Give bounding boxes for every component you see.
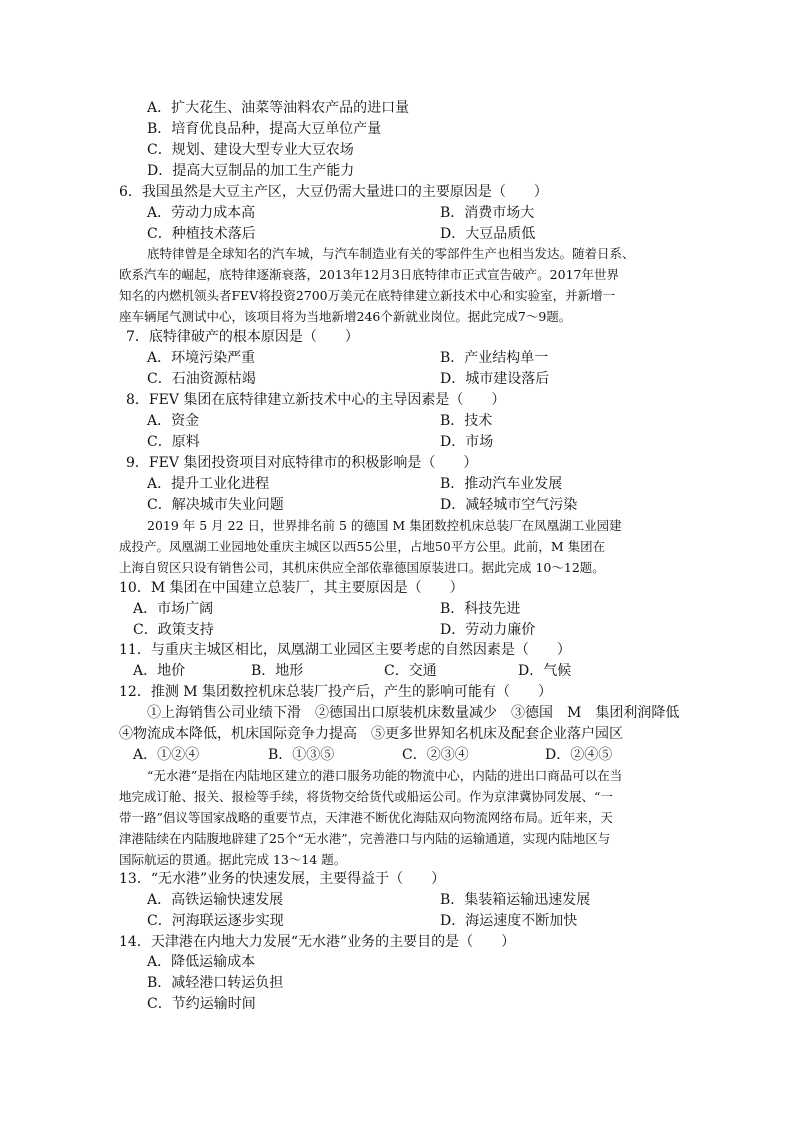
q11-option-b: B．地形 [251, 663, 304, 679]
q6-option-a: A．劳动力成本高 [147, 205, 256, 221]
q8-stem: 8．FEV 集团在底特律建立新技术中心的主导因素是（ ） [126, 392, 506, 408]
q13-option-d: D．海运速度不断加快 [440, 913, 578, 929]
q6-option-b: B．消费市场大 [440, 205, 535, 221]
q9-option-a: A．提升工业化进程 [147, 476, 270, 492]
q8-option-b: B．技术 [440, 413, 493, 429]
q12-option-d: D．②④⑤ [545, 747, 613, 763]
q5-option-a: A．扩大花生、油菜等油料农产品的进口量 [147, 100, 410, 116]
passage-m-line-2: 成投产。凤凰湖工业园地处重庆主城区以西55公里，占地50平方公里。此前，M 集团在 [119, 539, 606, 554]
q13-option-c: C．河海联运逐步实现 [147, 913, 284, 929]
passage-detroit-line-4: 座车辆尾气测试中心，该项目将为当地新增246个新就业岗位。据此完成7～9题。 [119, 309, 572, 324]
q12-statements-line-1: ①上海销售公司业绩下滑 ②德国出口原装机床数量减少 ③德国 M 集团利润降低 [147, 705, 680, 721]
q6-stem: 6．我国虽然是大豆主产区，大豆仍需大量进口的主要原因是（ ） [119, 184, 548, 200]
q12-option-a: A．①②④ [133, 747, 200, 763]
q14-stem: 14．天津港在内地大力发展“无水港”业务的主要目的是（ ） [119, 934, 516, 950]
q9-option-b: B．推动汽车业发展 [440, 476, 563, 492]
q8-option-d: D．市场 [440, 434, 494, 450]
q6-option-d: D．大豆品质低 [440, 226, 536, 242]
q14-option-a: A．降低运输成本 [147, 954, 256, 970]
q6-option-c: C．种植技术落后 [147, 226, 256, 242]
q10-option-c: C．政策支持 [133, 622, 214, 638]
q13-option-b: B．集装箱运输迅速发展 [440, 892, 591, 908]
q9-option-d: D．减轻城市空气污染 [440, 497, 578, 513]
q9-option-c: C．解决城市失业问题 [147, 497, 284, 513]
q12-stem: 12．推测 M 集团数控机床总装厂投产后，产生的影响可能有（ ） [119, 684, 553, 700]
q7-option-b: B．产业结构单一 [440, 350, 549, 366]
passage-m-line-3: 上海自贸区只设有销售公司，其机床供应全部依靠德国原装进口。据此完成 10～12题。 [119, 560, 605, 575]
passage-port-line-2: 地完成订舱、报关、报检等手续，将货物交给货代或船运公司。作为京津冀协同发展、“一 [119, 789, 613, 804]
q5-option-b: B．培育优良品种，提高大豆单位产量 [147, 121, 382, 137]
q8-option-a: A．资金 [147, 413, 200, 429]
passage-detroit-line-1: 底特律曾是全球知名的汽车城，与汽车制造业有关的零部件生产也相当发达。随着日系、 [147, 246, 635, 261]
q7-option-c: C．石油资源枯竭 [147, 371, 256, 387]
q14-option-b: B．减轻港口转运负担 [147, 975, 284, 991]
q12-statements-line-2: ④物流成本降低，机床国际竞争力提高 ⑤更多世界知名机床及配套企业落户园区 [119, 726, 623, 742]
q7-option-d: D．城市建设落后 [440, 371, 550, 387]
q5-option-c: C．规划、建设大型专业大豆农场 [147, 142, 354, 158]
passage-detroit-line-2: 欧系汽车的崛起，底特律逐渐衰落，2013年12月3日底特律市正式宣告破产。2017年世界 [119, 267, 619, 282]
passage-port-line-3: 带一路”倡议等国家战略的重要节点，天津港不断优化海陆双向物流网络布局。近年来，天 [119, 810, 613, 825]
q11-option-c: C．交通 [384, 663, 437, 679]
q9-stem: 9．FEV 集团投资项目对底特律市的积极影响是（ ） [126, 455, 478, 471]
q10-stem: 10．M 集团在中国建立总装厂，其主要原因是（ ） [119, 580, 464, 596]
q7-stem: 7．底特律破产的根本原因是（ ） [126, 329, 359, 345]
q10-option-d: D．劳动力廉价 [440, 622, 536, 638]
q12-option-b: B．①③⑤ [268, 747, 335, 763]
q13-stem: 13．“无水港”业务的快速发展，主要得益于（ ） [119, 871, 446, 887]
q10-option-b: B．科技先进 [440, 601, 521, 617]
q8-option-c: C．原料 [147, 434, 200, 450]
passage-detroit-line-3: 知名的内燃机领头者FEV将投资2700万美元在底特律建立新技术中心和实验室，并新增一 [119, 288, 616, 303]
q14-option-c: C．节约运输时间 [147, 996, 256, 1012]
q12-option-c: C．②③④ [402, 747, 469, 763]
q11-option-d: D．气候 [518, 663, 572, 679]
q7-option-a: A．环境污染严重 [147, 350, 256, 366]
q11-stem: 11．与重庆主城区相比，凤凰湖工业园区主要考虑的自然因素是（ ） [119, 642, 571, 658]
passage-port-line-4: 津港陆续在内陆腹地辟建了25个“无水港”，完善港口与内陆的运输通道，实现内陆地区与 [119, 831, 611, 846]
q5-option-d: D．提高大豆制品的加工生产能力 [147, 163, 355, 179]
q13-option-a: A．高铁运输快速发展 [147, 892, 284, 908]
passage-port-line-1: “无水港”是指在内陆地区建立的港口服务功能的物流中心，内陆的进出口商品可以在当 [147, 768, 623, 783]
q10-option-a: A．市场广阔 [133, 601, 214, 617]
passage-port-line-5: 国际航运的贯通。据此完成 13～14 题。 [119, 852, 347, 867]
passage-m-line-1: 2019 年 5 月 22 日，世界排名前 5 的德国 M 集团数控机床总装厂在凤凰湖工业园建 [147, 518, 622, 533]
q11-option-a: A．地价 [133, 663, 186, 679]
